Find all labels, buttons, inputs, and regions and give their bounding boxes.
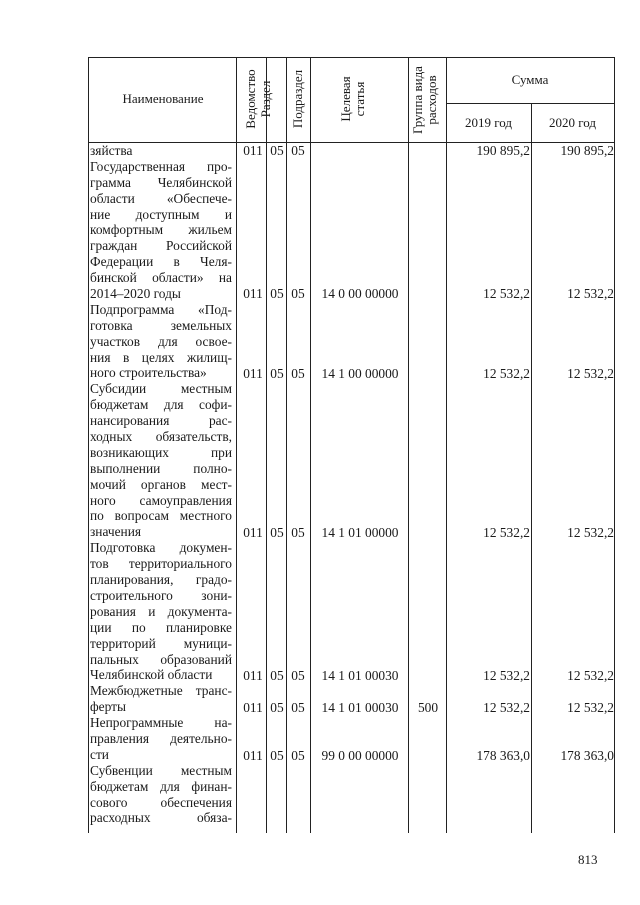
col-line-grp [408,57,409,833]
cell-podrazdel: 05 [291,748,305,763]
name-line: возникающих при [90,444,232,460]
col-line-s20 [531,103,532,833]
col-line-left [88,57,89,833]
col-line-pod [286,57,287,833]
name-line: комфортным жильем [90,222,232,238]
name-line: участков для освое- [90,333,232,349]
name-line: граждан Российской [90,238,232,254]
name-line: по вопросам местного [90,508,232,524]
cell-sum-2020: 12 532,2 [567,525,614,540]
table-row [0,748,640,764]
table-row [0,143,640,159]
cell-sum-2019: 12 532,2 [483,700,530,715]
table-row [0,525,640,541]
cell-sum-2019: 190 895,2 [476,143,530,158]
header-celevaya-line2: статья [352,81,367,117]
name-line: зяйства [90,143,133,158]
name-line: ного самоуправления [90,492,232,508]
name-line: бинской области» на [90,270,232,286]
cell-celevaya: 14 1 00 00000 [321,366,399,381]
col-line-s19 [446,57,447,833]
name-line: Государственная про- [90,158,232,174]
name-line: Непрограммные на- [90,715,232,731]
cell-sum-2019: 12 532,2 [483,668,530,683]
cell-razdel: 05 [270,286,284,301]
header-celevaya [319,74,399,124]
cell-sum-2019: 12 532,2 [483,366,530,381]
name-line: Субсидии местным [90,381,232,397]
cell-sum-2019: 12 532,2 [483,525,530,540]
cell-celevaya: 14 1 01 00000 [321,525,399,540]
cell-vedomstvo: 011 [243,700,263,715]
name-line: рования и документа- [90,603,232,619]
cell-podrazdel: 05 [291,143,305,158]
cell-sum-2020: 178 363,0 [560,748,614,763]
name-line: ние доступным и [90,206,232,222]
name-line: ферты [90,699,126,715]
name-line: пальных образований [90,651,232,667]
name-line: ции по планировке [90,619,232,635]
name-line: строительного зони- [90,587,232,603]
cell-razdel: 05 [270,525,284,540]
cell-vedomstvo: 011 [243,143,263,158]
cell-sum-2020: 12 532,2 [567,668,614,683]
name-line: сти [90,746,109,762]
table-row [0,668,640,684]
cell-vedomstvo: 011 [243,286,263,301]
name-line: области «Обеспече- [90,190,232,206]
name-line: ходных обязательств, [90,429,232,445]
name-line: бюджетам для софи- [90,397,232,413]
cell-razdel: 05 [270,748,284,763]
table-top-border [88,57,615,58]
name-line: Межбюджетные транс- [90,683,232,699]
table-row [0,366,640,382]
cell-celevaya: 99 0 00 00000 [321,748,399,763]
name-line: грамма Челябинской [90,174,232,190]
cell-sum-2020: 12 532,2 [567,700,614,715]
cell-razdel: 05 [270,366,284,381]
name-line: бюджетам для финан- [90,778,232,794]
cell-podrazdel: 05 [291,286,305,301]
cell-razdel: 05 [270,143,284,158]
header-podrazdel: Подраздел [290,69,305,129]
cell-razdel: 05 [270,700,284,715]
cell-podrazdel: 05 [291,366,305,381]
cell-podrazdel: 05 [291,525,305,540]
name-line: сового обеспечения [90,794,232,810]
name-line: Челябинской области [90,667,213,683]
cell-sum-2019: 178 363,0 [476,748,530,763]
header-name: Наименование [122,91,204,106]
cell-celevaya: 14 1 01 00030 [321,700,399,715]
header-celevaya-line1: Целевая [338,76,353,122]
cell-vedomstvo: 011 [243,668,263,683]
page-number: 813 [578,852,598,867]
table-row [0,700,640,716]
name-line: территорий муници- [90,635,232,651]
name-line: Субвенции местным [90,762,232,778]
name-column [90,143,232,826]
header-vedomstvo: Ведомство [243,69,258,129]
name-line: Подготовка докумен- [90,540,232,556]
name-line: значения [90,524,142,540]
header-gruppa-line1: Группа вида [410,66,425,134]
cell-sum-2020: 12 532,2 [567,366,614,381]
header-gruppa-line2: расходов [424,75,439,125]
name-line: правления деятельно- [90,730,232,746]
table-row [0,286,640,302]
cell-celevaya: 14 0 00 00000 [321,286,399,301]
col-line-ved [236,57,237,833]
header-year-2020: 2020 год [549,115,596,130]
col-line-right [614,57,615,833]
name-line: ния в целях жилищ- [90,349,232,365]
cell-sum-2019: 12 532,2 [483,286,530,301]
name-line: Федерации в Челя- [90,254,232,270]
name-line: выполнении полно- [90,460,232,476]
cell-vedomstvo: 011 [243,748,263,763]
name-line: готовка земельных [90,317,232,333]
name-line: Подпрограмма «Под- [90,301,232,317]
col-line-cel [310,57,311,833]
cell-gruppa: 500 [417,700,439,715]
name-line: ного строительства» [90,365,207,381]
header-summa: Сумма [511,72,549,87]
cell-vedomstvo: 011 [243,525,263,540]
cell-sum-2020: 12 532,2 [567,286,614,301]
cell-podrazdel: 05 [291,668,305,683]
header-gruppa [408,58,446,142]
name-line: нансирования рас- [90,413,232,429]
cell-sum-2020: 190 895,2 [560,143,614,158]
col-line-raz [266,57,267,833]
header-razdel: Раздел [258,80,273,118]
cell-vedomstvo: 011 [243,366,263,381]
cell-razdel: 05 [270,668,284,683]
cell-celevaya: 14 1 01 00030 [321,668,399,683]
name-line: планирования, градо- [90,572,232,588]
name-line: мочий органов мест- [90,476,232,492]
name-line: тов территориального [90,556,232,572]
name-line: расходных обяза- [90,810,232,826]
header-year-2019: 2019 год [465,115,512,130]
cell-podrazdel: 05 [291,700,305,715]
name-line: 2014–2020 годы [90,286,181,302]
